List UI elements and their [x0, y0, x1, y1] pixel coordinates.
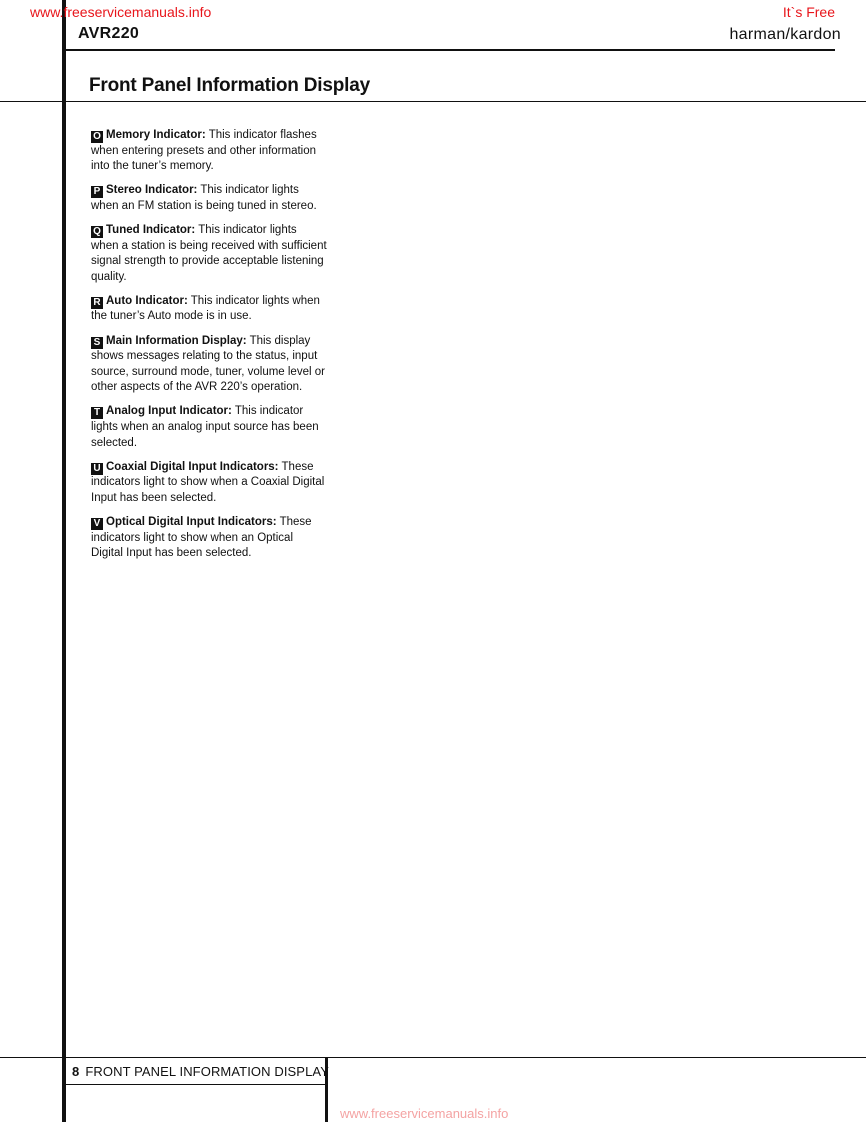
- page-number: 8: [72, 1064, 80, 1079]
- item-letter-badge: P: [91, 186, 103, 198]
- item-term: Stereo Indicator:: [106, 184, 198, 197]
- list-item: [91, 294, 327, 325]
- watermark-link-bottom[interactable]: www.freeservicemanuals.info: [340, 1106, 509, 1121]
- item-description: This indicator lights when an analog input source has been selected.: [91, 405, 319, 449]
- list-item: [91, 404, 327, 451]
- title-divider: [0, 101, 866, 102]
- item-term: Memory Indicator:: [106, 129, 206, 141]
- list-item: [91, 515, 327, 562]
- footer-title: FRONT PANEL INFORMATION DISPLAY: [85, 1064, 329, 1079]
- item-description: These indicators light to show when an Optical Digital Input has been selected.: [91, 515, 312, 560]
- item-term: Analog Input Indicator:: [106, 405, 232, 418]
- footer-section-label: [72, 1064, 329, 1079]
- list-item: [91, 460, 327, 507]
- item-letter-badge: R: [91, 297, 103, 309]
- list-item: [91, 334, 327, 396]
- item-description: This indicator lights when an FM station is being tuned in stereo.: [91, 184, 317, 212]
- item-letter-badge: O: [91, 131, 103, 143]
- item-description: This indicator flashes when entering presets and other information into the tuner’s memory.: [91, 129, 317, 173]
- footer-label-underline: [66, 1084, 326, 1085]
- list-item: [91, 128, 327, 175]
- item-letter-badge: T: [91, 407, 103, 419]
- watermark-free-label: It`s Free: [782, 4, 835, 20]
- item-term: Main Information Display:: [106, 334, 247, 347]
- item-letter-badge: V: [91, 518, 103, 530]
- list-item: [91, 223, 327, 285]
- model-name: AVR220: [78, 25, 140, 42]
- list-item: [91, 183, 327, 214]
- page-title: Front Panel Information Display: [89, 75, 370, 96]
- item-term: Coaxial Digital Input Indicators:: [106, 460, 279, 473]
- header-divider: [62, 49, 835, 51]
- footer-divider: [0, 1057, 866, 1058]
- left-margin-bar: [62, 0, 66, 1122]
- item-term: Optical Digital Input Indicators:: [106, 515, 277, 528]
- brand-logo-text: harman/kardon: [729, 26, 841, 43]
- item-description: This indicator lights when the tuner’s Auto mode is in use.: [91, 294, 320, 323]
- item-description: These indicators light to show when a Coaxial Digital Input has been selected.: [91, 460, 325, 504]
- item-term: Tuned Indicator:: [106, 223, 196, 236]
- item-letter-badge: S: [91, 337, 103, 349]
- item-letter-badge: Q: [91, 226, 103, 238]
- item-description: This display shows messages relating to the status, input source, surround mode, tuner, volume level or other aspects of the AVR 220’s operation.: [91, 334, 325, 394]
- watermark-link-top[interactable]: www.freeservicemanuals.info: [30, 4, 212, 20]
- indicator-list: [91, 128, 327, 570]
- item-letter-badge: U: [91, 463, 103, 475]
- item-description: This indicator lights when a station is being received with sufficient signal strength to provide acceptable listening quality.: [91, 223, 327, 283]
- item-term: Auto Indicator:: [106, 294, 188, 307]
